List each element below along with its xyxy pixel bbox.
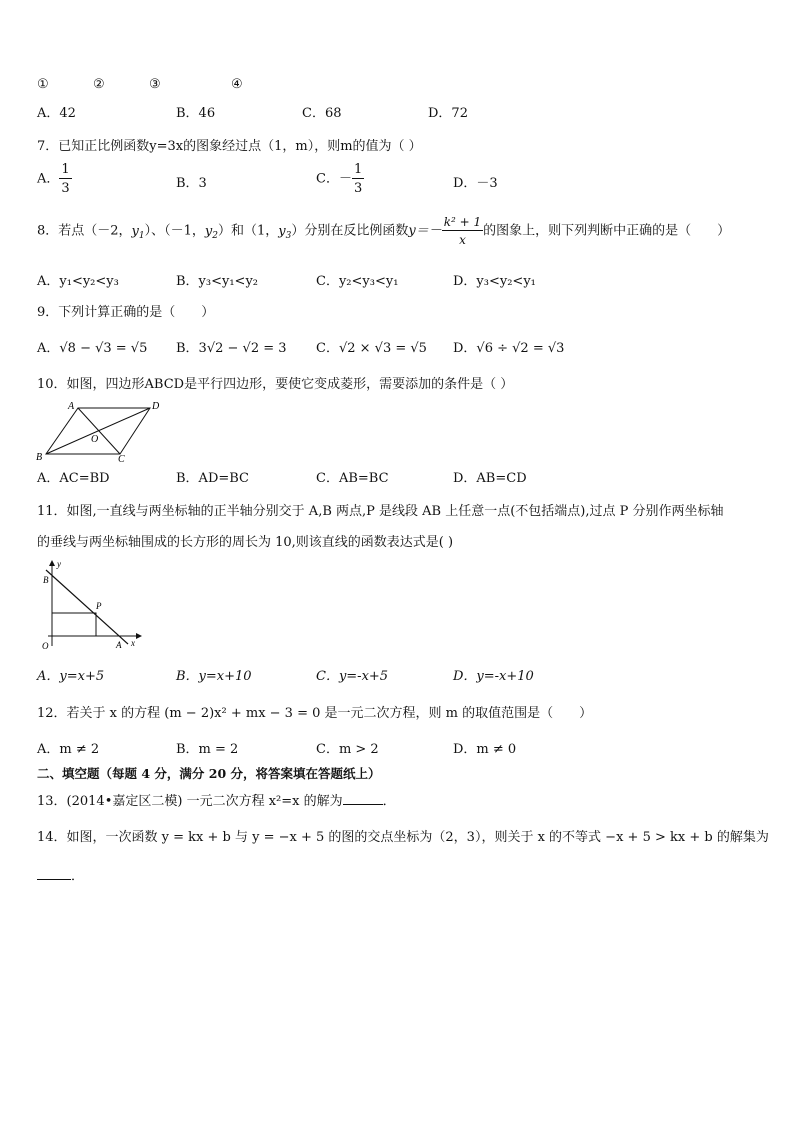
q14-answer-blank[interactable] <box>37 879 71 880</box>
q11-stem-line1: 11．如图,一直线与两坐标轴的正半轴分别交于 A,B 两点,P 是线段 AB 上任意一点(不包括端点),过点 P 分别作两坐标轴 <box>37 504 724 519</box>
q11-coordinate-figure <box>36 558 146 652</box>
q9-option-c[interactable]: C．√2 × √3 = √5 <box>316 341 427 356</box>
q7-stem: 7．已知正比例函数y=3x的图象经过点（1，m），则m的值为（ ） <box>37 139 422 154</box>
q8-y1: $y_1$ <box>131 223 145 241</box>
q10-stem: 10．如图，四边形ABCD是平行四边形，要使它变成菱形，需要添加的条件是（ ） <box>37 377 514 392</box>
q6-option-b[interactable]: B．46 <box>176 106 216 121</box>
fraction-numerator: 1 <box>353 162 363 177</box>
q11-option-a[interactable]: A．y=x+5 <box>37 669 105 684</box>
label-c: C <box>118 454 125 464</box>
label-b: B <box>43 575 49 585</box>
label-a: A <box>68 401 75 412</box>
circle-3: ③ <box>149 77 161 92</box>
q11-option-c[interactable]: C．y=-x+5 <box>316 669 389 684</box>
circle-1: ① <box>37 77 49 92</box>
q14-stem: 14．如图，一次函数 y = kx + b 与 y = −x + 5 的图的交点坐标为（2，3），则关于 x 的不等式 −x + 5 > kx + b 的解集为 <box>37 830 769 845</box>
label-o: O <box>91 434 99 445</box>
q8-y3: $y_3$ <box>278 223 292 241</box>
q8-option-a[interactable]: A．y₁<y₂<y₃ <box>37 274 119 289</box>
q14-answer-line <box>37 870 84 883</box>
y-axis-arrow <box>49 560 55 566</box>
q7-option-a-label: A． <box>37 171 60 187</box>
q12-option-c[interactable]: C．m > 2 <box>316 742 379 757</box>
q9-option-d[interactable]: D．√6 ÷ √2 = √3 <box>453 341 565 356</box>
q7-option-a[interactable] <box>37 163 72 195</box>
q7-option-d[interactable]: D．－3 <box>453 176 498 191</box>
q13-stem-part: 13．(2014•嘉定区二模) 一元二次方程 x²=x 的解为 <box>37 794 343 809</box>
q10-option-a[interactable]: A．AC=BD <box>37 471 110 486</box>
label-p: P <box>96 601 102 611</box>
fraction-denominator: 3 <box>61 181 70 196</box>
q6-option-a[interactable]: A．42 <box>37 106 76 121</box>
label-o: O <box>42 641 49 651</box>
q7-option-b[interactable]: B．3 <box>176 176 207 191</box>
q7-option-c-fraction <box>352 163 364 195</box>
q7-option-a-fraction <box>59 163 71 195</box>
q8-stem-part: ）分别在反比例函数 <box>291 223 409 239</box>
q10-option-d[interactable]: D．AB=CD <box>453 471 527 486</box>
q13-answer-blank[interactable] <box>343 804 383 805</box>
label-d: D <box>152 401 160 412</box>
label-y: y <box>57 559 61 569</box>
q7-option-c-label: C．－ <box>316 171 352 187</box>
q8-y2: $y_2$ <box>204 223 219 241</box>
q9-stem: 9．下列计算正确的是（ ） <box>37 305 215 320</box>
rectangle <box>52 613 96 636</box>
q11-stem-line2: 的垂线与两坐标轴围成的长方形的周长为 10,则该直线的函数表达式是( ) <box>37 535 454 550</box>
q8-stem-part: ）和（1， <box>218 223 279 239</box>
q7-option-c[interactable] <box>316 163 364 195</box>
q11-option-b[interactable]: B．y=x+10 <box>176 669 252 684</box>
fraction-denominator: x <box>459 233 466 247</box>
section-heading-fill-in: 二、填空题（每题 4 分，满分 20 分，将答案填在答题纸上） <box>37 766 381 781</box>
q9-option-b[interactable]: B．3√2 − √2 = 3 <box>176 341 287 356</box>
q12-stem: 12．若关于 x 的方程 (m − 2)x² + mx − 3 = 0 是一元二次方程，则 m 的取值范围是（ ） <box>37 706 593 721</box>
fraction-denominator: 3 <box>353 181 363 196</box>
label-b: B <box>36 452 43 463</box>
q10-parallelogram-figure <box>34 398 164 464</box>
q6-option-c[interactable]: C．68 <box>302 106 342 121</box>
q8-stem-part: ）、（－1， <box>144 223 205 239</box>
q10-option-c[interactable]: C．AB=BC <box>316 471 389 486</box>
fraction-numerator: k² + 1 <box>443 215 482 229</box>
q6-option-d[interactable]: D．72 <box>428 106 468 121</box>
q14-tail: ． <box>71 869 85 884</box>
label-a: A <box>116 640 122 650</box>
circle-2: ② <box>93 77 105 92</box>
q12-option-a[interactable]: A．m ≠ 2 <box>37 742 100 757</box>
q8-option-c[interactable]: C．y₂<y₃<y₁ <box>316 274 399 289</box>
label-x: x <box>131 638 135 648</box>
q8-stem-part: 8．若点（－2， <box>37 223 132 239</box>
q8-option-b[interactable]: B．y₃<y₁<y₂ <box>176 274 259 289</box>
q10-option-b[interactable]: B．AD=BC <box>176 471 249 486</box>
x-axis-arrow <box>136 633 142 639</box>
line-ab <box>46 570 128 644</box>
q8-function-lhs: y＝－ <box>408 223 442 239</box>
q8-option-d[interactable]: D．y₃<y₂<y₁ <box>453 274 536 289</box>
q9-option-a[interactable]: A．√8 − √3 = √5 <box>37 341 148 356</box>
q13-stem-part: ． <box>382 794 396 809</box>
circle-4: ④ <box>231 77 243 92</box>
q11-option-d[interactable]: D．y=-x+10 <box>453 669 534 684</box>
q8-stem <box>37 216 730 246</box>
q8-stem-part: 的图象上，则下列判断中正确的是（ ） <box>483 223 731 239</box>
q8-function-fraction <box>442 216 483 246</box>
fraction-numerator: 1 <box>61 162 70 177</box>
q13-stem <box>37 795 396 808</box>
q12-option-d[interactable]: D．m ≠ 0 <box>453 742 517 757</box>
q12-option-b[interactable]: B．m = 2 <box>176 742 239 757</box>
